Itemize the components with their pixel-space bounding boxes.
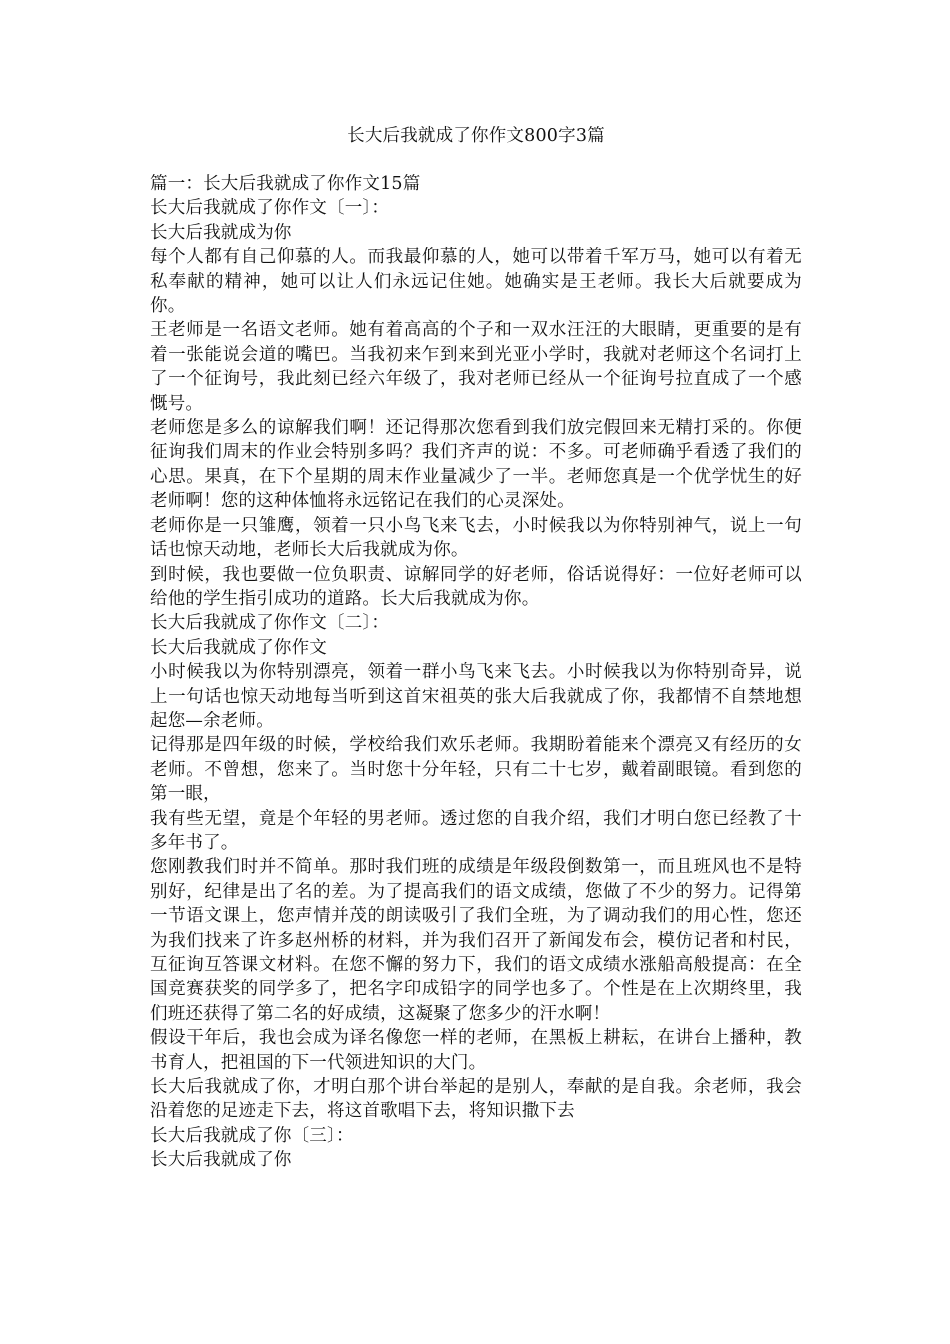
- essay-subtitle: 长大后我就成了你作文: [150, 637, 327, 658]
- paragraph: 记得那是四年级的时候，学校给我们欢乐老师。我期盼着能来个漂亮又有经历的女老师。不曾想，您来了。当时您十分年轻，只有二十七岁，戴着副眼镜。看到您的第一眼，: [150, 735, 802, 805]
- paragraph: 长大后我就成了你，才明白那个讲台举起的是别人，奉献的是自我。余老师，我会沿着您的足迹走下去，将这首歌唱下去，将知识撒下去: [150, 1077, 802, 1122]
- paragraph: 小时候我以为你特别漂亮，领着一群小鸟飞来飞去。小时候我以为你特别奇异，说上一句话也惊天动地每当听到这首宋祖英的张大后我就成了你，我都情不自禁地想起您—余老师。: [150, 662, 802, 731]
- paragraph: 每个人都有自己仰慕的人。而我最仰慕的人，她可以带着千军万马，她可以有着无私奉献的精神，她可以让人们永远记住她。她确实是王老师。我长大后就要成为你。: [150, 247, 802, 317]
- paragraph: 老师你是一只雏鹰，领着一只小鸟飞来飞去，小时候我以为你特别神气，说上一句话也惊天动地，老师长大后我就成为你。: [150, 515, 802, 561]
- essay-subtitle: 长大后我就成了你: [150, 1150, 292, 1171]
- paragraph: 王老师是一名语文老师。她有着高高的个子和一双水汪汪的大眼睛，更重要的是有着一张能说会道的嘴巴。当我初来乍到来到光亚小学时，我就对老师这个名词打上了一个征询号，我此刻已经六年级了，我对老师已经从一个征询号拉直成了一个感慨号。: [150, 320, 802, 414]
- paragraph: 我有些无望，竟是个年轻的男老师。透过您的自我介绍，我们才明白您已经教了十多年书了。: [150, 808, 802, 853]
- essay-subtitle: 长大后我就成为你: [150, 222, 292, 243]
- document-page: [150, 124, 802, 1173]
- essay-heading: 长大后我就成了你〔三〕：: [150, 1125, 354, 1146]
- paragraph: 到时候，我也要做一位负职责、谅解同学的好老师，俗话说得好：一位好老师可以给他的学生指引成功的道路。长大后我就成为你。: [150, 564, 802, 609]
- paragraph: 假设干年后，我也会成为译名像您一样的老师，在黑板上耕耘，在讲台上播种，教书育人，把祖国的下一代领进知识的大门。: [150, 1028, 802, 1073]
- paragraph: 老师您是多么的谅解我们啊！还记得那次您看到我们放完假回来无精打采的。你便征询我们周末的作业会特别多吗？我们齐声的说：不多。可老师确乎看透了我们的心思。果真，在下个星期的周末作业量减少了一半。老师您真是一个优学忧生的好老师啊！您的这种体恤将永远铭记在我们的心灵深处。: [150, 418, 802, 512]
- document-title: 长大后我就成了你作文800字3篇: [347, 126, 605, 146]
- essay-heading: 长大后我就成了你作文〔二〕：: [150, 613, 390, 634]
- section-heading: 篇一：长大后我就成了你作文15篇: [150, 174, 421, 194]
- paragraph: 您刚教我们时并不简单。那时我们班的成绩是年级段倒数第一，而且班风也不是特别好，纪律是出了名的差。为了提高我们的语文成绩，您做了不少的努力。记得第一节语文课上，您声情并茂的朗读吸引了我们全班，为了调动我们的用心性，您还为我们找来了许多赵州桥的材料，并为我们召开了新闻发布会，模仿记者和村民，互征询互答课文材料。在您不懈的努力下，我们的语文成绩水涨船高般提高：在全国竞赛获奖的同学多了，把名字印成铅字的同学也多了。个性是在上次期终里，我们班还获得了第二名的好成绩，这凝聚了您多少的汗水啊！: [150, 857, 802, 1024]
- essay-heading: 长大后我就成了你作文〔一〕：: [150, 198, 390, 219]
